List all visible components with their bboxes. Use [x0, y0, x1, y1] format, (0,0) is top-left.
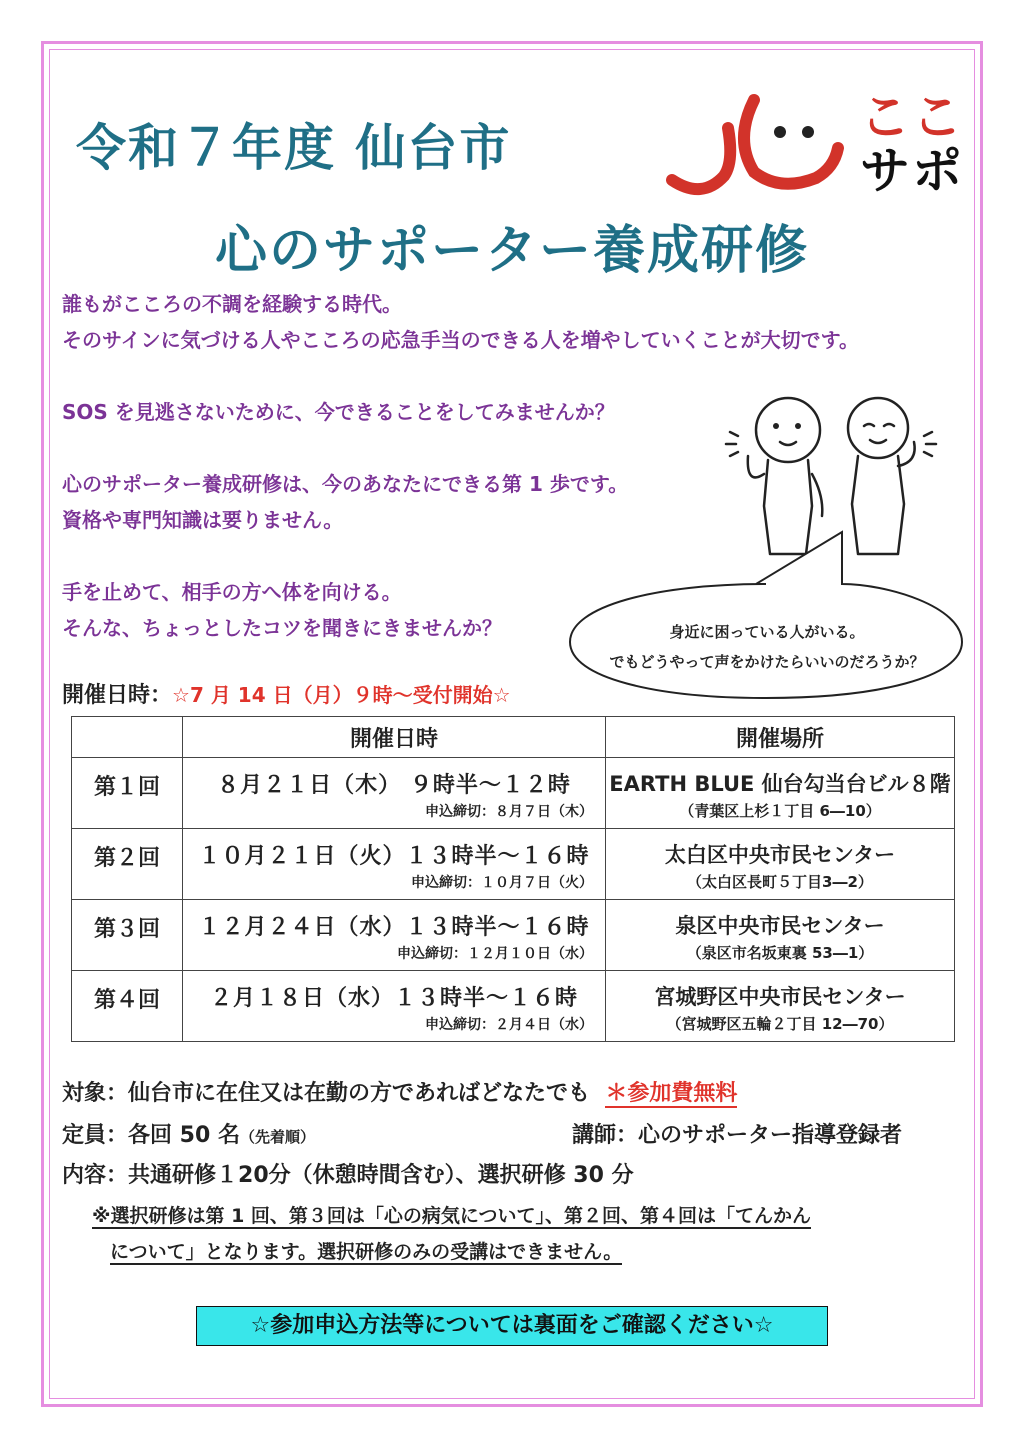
content-line [62, 1158, 634, 1189]
note-line2: について」となります。選択研修のみの受講はできません。 [110, 1241, 623, 1263]
page-title-line2: 心のサポーター養成研修 [214, 221, 809, 281]
intro-line: 資格や専門知識は要りません。 [62, 508, 344, 532]
venue-address: （太白区長町５丁目3―2） [687, 873, 873, 891]
speech-bubble-text [586, 617, 948, 677]
venue-address: （青葉区上杉１丁目 6―10） [679, 802, 881, 820]
bubble-line2: でもどうやって声をかけたらいいのだろうか？ [609, 653, 925, 671]
intro-line: 誰もがこころの不調を経験する時代。 [62, 292, 402, 316]
table-header-place: 開催場所 [606, 717, 955, 758]
intro-line: そのサインに気づける人やこころの応急手当のできる人を増やしていくことが大切です。 [62, 328, 859, 352]
deadline: 申込締切：１０月７日（火） [411, 875, 593, 891]
content-label: 内容： [62, 1163, 129, 1188]
venue: 泉区中央市民センター [675, 914, 885, 938]
date-cell [183, 829, 606, 900]
free-note: ＊参加費無料 [605, 1081, 738, 1106]
date-cell [183, 900, 606, 971]
event-date-label: 開催日時： [62, 683, 173, 708]
intro-line: そんな、ちょっとしたコツを聞きにきませんか？ [62, 616, 502, 640]
round-cell: 第３回 [72, 900, 183, 971]
note-line1: ※選択研修は第 1 回、第３回は「心の病気について」、第２回、第４回は「てんかん [92, 1205, 812, 1227]
elective-note [92, 1198, 811, 1270]
lecturer-value: 心のサポーター指導登録者 [638, 1123, 903, 1148]
application-notice: ☆参加申込方法等については裏面をご確認ください☆ [196, 1306, 828, 1346]
target-label: 対象： [62, 1081, 129, 1106]
date-cell [183, 971, 606, 1042]
place-cell [606, 900, 955, 971]
deadline: 申込締切：８月７日（木） [425, 804, 593, 820]
table-header-row [72, 717, 955, 758]
capacity-line [62, 1118, 315, 1149]
capacity-value: 各回 50 名 [128, 1123, 240, 1148]
intro-line: 手を止めて、相手の方へ体を向ける。 [62, 580, 402, 604]
target-value: 仙台市に在住又は在勤の方であればどなたでも [128, 1081, 591, 1106]
place-cell [606, 829, 955, 900]
table-row [72, 829, 955, 900]
venue-address: （泉区市名坂東裏 53―1） [686, 944, 874, 962]
place-cell [606, 971, 955, 1042]
venue-address: （宮城野区五輪２丁目 12―70） [666, 1015, 894, 1033]
logo-line2: サポ [860, 142, 964, 200]
venue: EARTH BLUE 仙台勾当台ビル８階 [609, 772, 951, 796]
table-header-round [72, 717, 183, 758]
event-date-value: ☆7 月 14 日（月）９時～受付開始☆ [172, 683, 511, 707]
lecturer-line [572, 1118, 902, 1149]
round-cell: 第４回 [72, 971, 183, 1042]
deadline: 申込締切：１２月１０日（水） [397, 946, 593, 962]
table-row [72, 900, 955, 971]
intro-line: 心のサポーター養成研修は、今のあなたにできる第 1 歩です。 [62, 472, 629, 496]
page-title-line1: 令和７年度 仙台市 [76, 119, 512, 177]
session-date: １２月２４日（水）１３時半～１６時 [198, 915, 590, 940]
capacity-note: （先着順） [239, 1128, 315, 1146]
logo-line1: ここ [860, 88, 964, 146]
place-cell [606, 758, 955, 829]
round-cell: 第２回 [72, 829, 183, 900]
intro-line: SOS を見逃さないために、今できることをしてみませんか？ [62, 400, 615, 424]
capacity-label: 定員： [62, 1123, 129, 1148]
lecturer-label: 講師： [572, 1123, 639, 1148]
deadline: 申込締切：２月４日（水） [425, 1017, 593, 1033]
venue: 宮城野区中央市民センター [654, 985, 906, 1009]
table-row [72, 971, 955, 1042]
round-cell: 第１回 [72, 758, 183, 829]
session-date: ８月２１日（木） ９時半～１２時 [217, 773, 571, 798]
event-date [62, 678, 511, 709]
table-row [72, 758, 955, 829]
schedule-table [71, 716, 955, 1042]
target-line [62, 1076, 737, 1107]
logo-wordmark [860, 90, 964, 198]
content-value: 共通研修１20分（休憩時間含む）、選択研修 30 分 [128, 1163, 634, 1188]
bubble-line1: 身近に困っている人がいる。 [669, 623, 865, 641]
session-date: ２月１８日（水）１３時半～１６時 [209, 986, 578, 1011]
venue: 太白区中央市民センター [664, 843, 896, 867]
date-cell [183, 758, 606, 829]
session-date: １０月２１日（火）１３時半～１６時 [198, 844, 590, 869]
table-header-date: 開催日時 [183, 717, 606, 758]
